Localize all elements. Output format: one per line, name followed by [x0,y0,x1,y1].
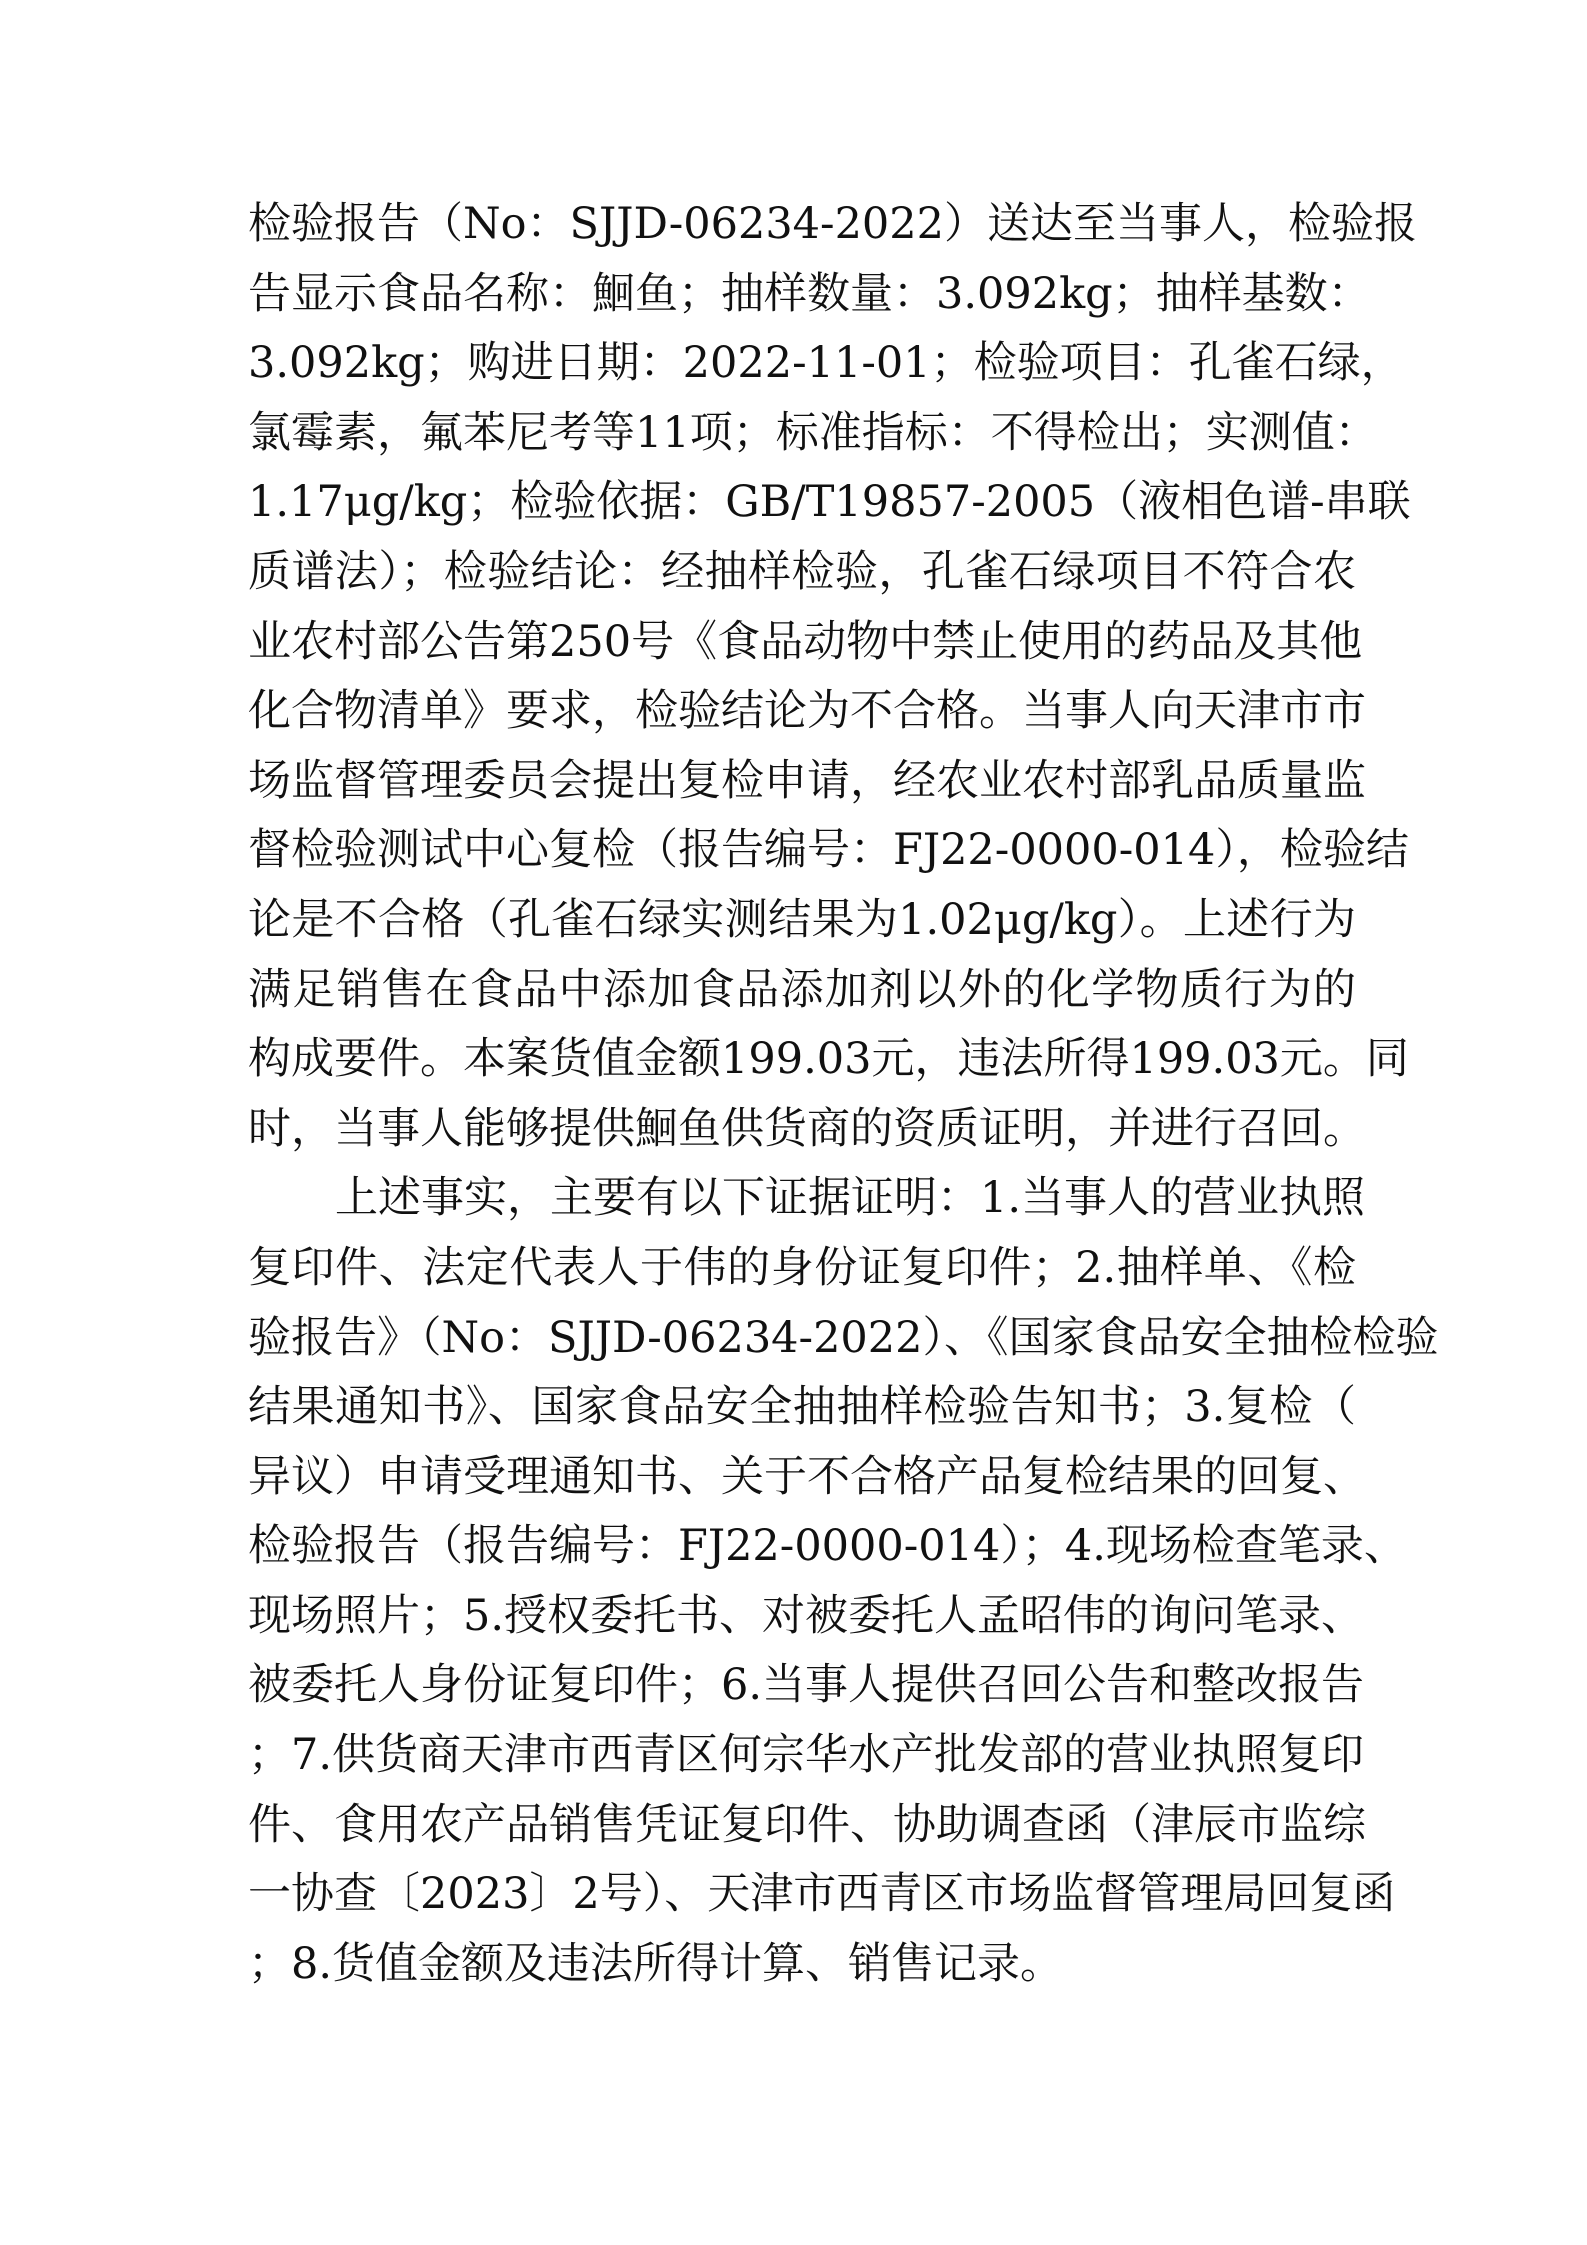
text-line: 异议）申请受理通知书、关于不合格产品复检结果的回复、 [248,1451,1366,1502]
text-line: 时，当事人能够提供鮰鱼供货商的资质证明，并进行召回。 [248,1103,1366,1154]
text-line: 复印件、法定代表人于伟的身份证复印件；2.抽样单、《检 [248,1242,1356,1293]
text-line: 督检验测试中心复检（报告编号：FJ22-0000-014），检验结 [248,825,1409,876]
text-line: 现场照片；5.授权委托书、对被委托人孟昭伟的询问笔录、 [248,1590,1365,1641]
text-line: 论是不合格（孔雀石绿实测结果为1.02μg/kg）。上述行为 [248,894,1356,945]
text-line: 1.17μg/kg；检验依据：GB/T19857-2005（液相色谱-串联 [248,477,1411,528]
text-line: 化合物清单》要求，检验结论为不合格。当事人向天津市市 [248,686,1366,737]
paragraph-start-line: 上述事实，主要有以下证据证明：1.当事人的营业执照 [335,1173,1366,1224]
text-line: 件、食用农产品销售凭证复印件、协助调查函（津辰市监综 [248,1799,1366,1850]
text-line: 满足销售在食品中添加食品添加剂以外的化学物质行为的 [248,964,1356,1015]
text-line: 3.092kg；购进日期：2022-11-01；检验项目：孔雀石绿， [248,338,1404,389]
text-line: 构成要件。本案货值金额199.03元，违法所得199.03元。同 [248,1034,1409,1085]
text-line: 场监督管理委员会提出复检申请，经农业农村部乳品质量监 [248,755,1366,806]
text-line: ；8.货值金额及违法所得计算、销售记录。 [248,1938,1064,1989]
text-line: ；7.供货商天津市西青区何宗华水产批发部的营业执照复印 [248,1730,1365,1781]
text-line: 被委托人身份证复印件；6.当事人提供召回公告和整改报告 [248,1660,1365,1711]
text-line: 结果通知书》、国家食品安全抽抽样检验告知书；3.复检（ [248,1382,1356,1433]
text-line: 告显示食品名称：鮰鱼；抽样数量：3.092kg；抽样基数： [248,268,1371,319]
text-line: 检验报告（No：SJJD-06234-2022）送达至当事人，检验报 [248,199,1417,249]
text-line: 氯霉素，氟苯尼考等11项；标准指标：不得检出；实测值： [248,407,1378,458]
text-line: 业农村部公告第250号《食品动物中禁止使用的药品及其他 [248,616,1363,667]
text-line: 质谱法）；检验结论：经抽样检验，孔雀石绿项目不符合农 [248,546,1356,597]
document-body [248,190,1439,1999]
text-line: 验报告》（No：SJJD-06234-2022）、《国家食品安全抽检检验 [248,1312,1439,1363]
text-line: 检验报告（报告编号：FJ22-0000-014）；4.现场检查笔录、 [248,1521,1407,1572]
text-line: 一协查〔2023〕2号）、天津市西青区市场监督管理局回复函 [248,1869,1396,1920]
